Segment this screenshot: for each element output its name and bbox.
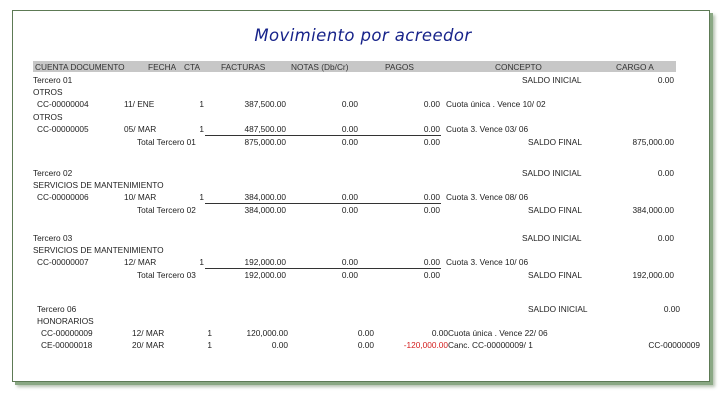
- row-concepto: Cuota 3. Vence 03/ 06: [446, 124, 529, 134]
- row-concepto: Cuota 3. Vence 08/ 06: [446, 192, 529, 202]
- row-facturas: 192,000.00: [244, 257, 286, 267]
- row-cta: 1: [199, 257, 204, 267]
- total-facturas: 875,000.00: [244, 137, 286, 147]
- saldo-inicial-label: SALDO INICIAL: [522, 233, 582, 243]
- saldo-final-value: 875,000.00: [632, 137, 674, 147]
- row-fecha: 11/ ENE: [124, 99, 155, 109]
- row-fecha: 12/ MAR: [132, 328, 165, 338]
- row-cta: 1: [199, 124, 204, 134]
- total-label: Total Tercero 02: [137, 205, 196, 215]
- total-notas: 0.00: [341, 137, 358, 147]
- row-concepto: Cuota única . Vence 10/ 02: [446, 99, 546, 109]
- row-notas: 0.00: [357, 328, 374, 338]
- row-notas: 0.00: [341, 124, 358, 134]
- saldo-inicial-label: SALDO INICIAL: [522, 168, 582, 178]
- row-pagos: 0.00: [431, 328, 448, 338]
- row-notas: 0.00: [341, 192, 358, 202]
- row-cta: 1: [207, 340, 212, 350]
- header-cuenta-documento: CUENTA DOCUMENTO: [35, 62, 125, 72]
- row-documento: CE-00000018: [41, 340, 93, 350]
- row-cargo: CC-00000009: [648, 340, 700, 350]
- row-fecha: 12/ MAR: [124, 257, 157, 267]
- header-cta: CTA: [184, 62, 200, 72]
- row-pagos: 0.00: [423, 257, 440, 267]
- total-pagos: 0.00: [423, 137, 440, 147]
- saldo-final-label: SALDO FINAL: [528, 270, 582, 280]
- header-notas: NOTAS (Db/Cr): [291, 62, 349, 72]
- subgroup-name: SERVICIOS DE MANTENIMIENTO: [33, 245, 164, 255]
- group-name: Tercero 01: [33, 75, 73, 85]
- saldo-final-value: 384,000.00: [632, 205, 674, 215]
- row-documento: CC-00000009: [41, 328, 93, 338]
- total-pagos: 0.00: [423, 270, 440, 280]
- row-pagos: 0.00: [423, 124, 440, 134]
- header-fecha: FECHA: [148, 62, 177, 72]
- row-notas: 0.00: [357, 340, 374, 350]
- group-name: Tercero 06: [37, 304, 77, 314]
- subgroup-name: SERVICIOS DE MANTENIMIENTO: [33, 180, 164, 190]
- total-rule: [205, 268, 441, 269]
- total-rule: [205, 203, 441, 204]
- subgroup-name: HONORARIOS: [37, 316, 94, 326]
- group-name: Tercero 02: [33, 168, 73, 178]
- row-pagos: -120,000.00: [403, 340, 448, 350]
- total-facturas: 384,000.00: [244, 205, 286, 215]
- row-fecha: 05/ MAR: [124, 124, 157, 134]
- row-facturas: 487,500.00: [244, 124, 286, 134]
- row-pagos: 0.00: [423, 192, 440, 202]
- subgroup-name: OTROS: [33, 112, 63, 122]
- total-notas: 0.00: [341, 205, 358, 215]
- saldo-inicial-value: 0.00: [663, 304, 680, 314]
- saldo-inicial-label: SALDO INICIAL: [522, 75, 582, 85]
- saldo-final-label: SALDO FINAL: [528, 205, 582, 215]
- saldo-inicial-value: 0.00: [657, 75, 674, 85]
- row-documento: CC-00000007: [37, 257, 89, 267]
- saldo-inicial-label: SALDO INICIAL: [528, 304, 588, 314]
- total-label: Total Tercero 03: [137, 270, 196, 280]
- saldo-inicial-value: 0.00: [657, 168, 674, 178]
- header-pagos: PAGOS: [385, 62, 414, 72]
- header-facturas: FACTURAS: [221, 62, 266, 72]
- total-facturas: 192,000.00: [244, 270, 286, 280]
- row-cta: 1: [207, 328, 212, 338]
- total-rule: [205, 135, 441, 136]
- row-facturas: 120,000.00: [246, 328, 288, 338]
- row-cta: 1: [199, 192, 204, 202]
- saldo-final-value: 192,000.00: [632, 270, 674, 280]
- row-fecha: 10/ MAR: [124, 192, 157, 202]
- row-cta: 1: [199, 99, 204, 109]
- row-concepto: Cuota única . Vence 22/ 06: [448, 328, 548, 338]
- row-facturas: 0.00: [271, 340, 288, 350]
- row-documento: CC-00000005: [37, 124, 89, 134]
- row-pagos: 0.00: [423, 99, 440, 109]
- row-facturas: 384,000.00: [244, 192, 286, 202]
- row-facturas: 387,500.00: [244, 99, 286, 109]
- subgroup-name: OTROS: [33, 87, 63, 97]
- saldo-inicial-value: 0.00: [657, 233, 674, 243]
- column-header-bar: [33, 61, 676, 72]
- row-notas: 0.00: [341, 257, 358, 267]
- group-name: Tercero 03: [33, 233, 73, 243]
- row-concepto: Canc. CC-00000009/ 1: [448, 340, 533, 350]
- row-documento: CC-00000006: [37, 192, 89, 202]
- report-title: Movimiento por acreedor: [254, 26, 472, 45]
- row-fecha: 20/ MAR: [132, 340, 165, 350]
- row-documento: CC-00000004: [37, 99, 89, 109]
- total-label: Total Tercero 01: [137, 137, 196, 147]
- total-pagos: 0.00: [423, 205, 440, 215]
- header-concepto: CONCEPTO: [495, 62, 542, 72]
- row-concepto: Cuota 3. Vence 10/ 06: [446, 257, 529, 267]
- header-cargo: CARGO A: [616, 62, 654, 72]
- saldo-final-label: SALDO FINAL: [528, 137, 582, 147]
- row-notas: 0.00: [341, 99, 358, 109]
- total-notas: 0.00: [341, 270, 358, 280]
